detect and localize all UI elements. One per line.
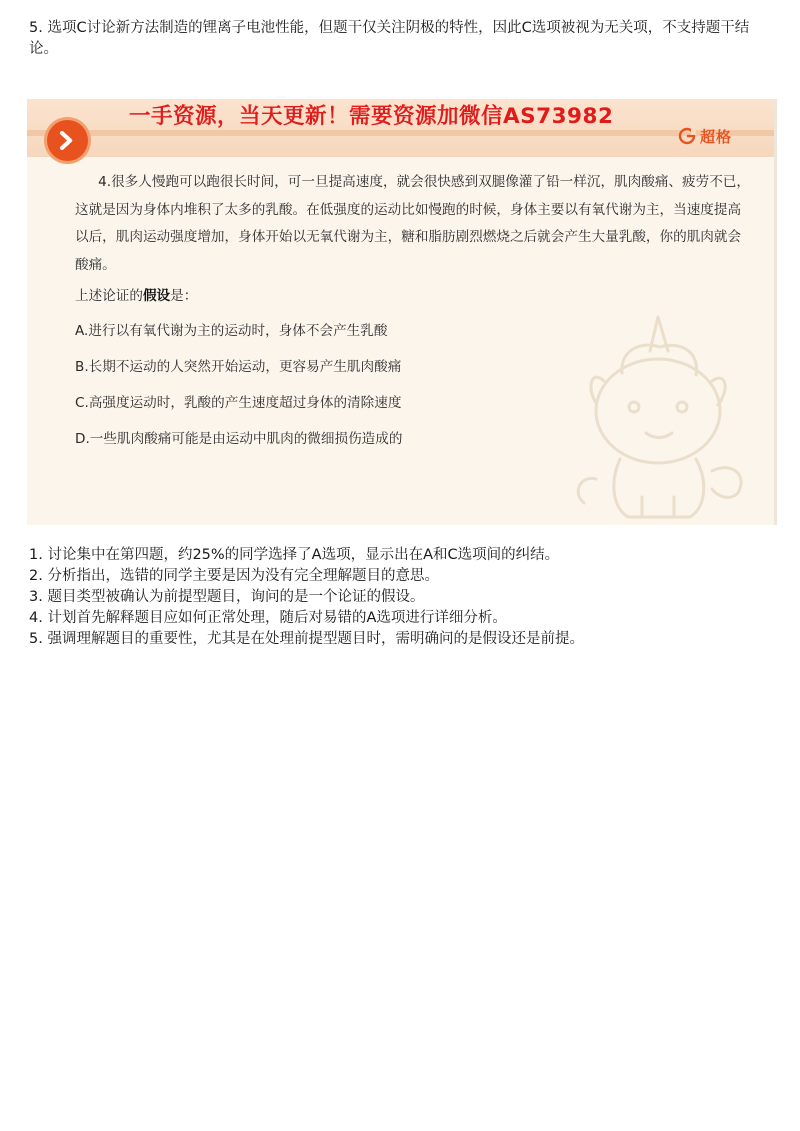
list-item: 5. 强调理解题目的重要性，尤其是在处理前提型题目时，需明确问的是假设还是前提。 (29, 631, 584, 647)
chevron-right-icon (47, 120, 88, 161)
list-item: 2. 分析指出，选错的同学主要是因为没有完全理解题目的意思。 (29, 568, 439, 584)
prompt-suffix: 是： (170, 288, 198, 304)
question-stem: 4.很多人慢跑可以跑很长时间，可一旦提高速度，就会很快感到双腿像灌了铅一样沉，肌肉酸痛、疲劳不已，这就是因为身体内堆积了太多的乳酸。在低强度的运动比如慢跑的时候，身体主要以有氧代谢为主，当速度提高以后，肌肉运动强度增加，身体开始以无氧代谢为主，糖和脂肪剧烈燃烧之后就会产生大量乳酸，你的肌肉就会酸痛。 (75, 174, 750, 273)
question-prompt (75, 286, 197, 306)
option-c: C.高强度运动时，乳酸的产生速度超过身体的清除速度 (75, 395, 402, 411)
prompt-keyword: 假设 (142, 288, 171, 304)
brand-g-icon (678, 127, 696, 145)
brand-name: 超格 (699, 127, 732, 146)
option-d: D.一些肌肉酸痛可能是由运动中肌肉的微细损伤造成的 (75, 431, 403, 447)
findings-list (29, 545, 771, 650)
slide-banner (27, 99, 774, 157)
list-item: 3. 题目类型被确认为前提型题目，询问的是一个论证的假设。 (29, 589, 425, 605)
prompt-text: 上述论证的 (75, 288, 143, 304)
option-a: A.进行以有氧代谢为主的运动时，身体不会产生乳酸 (75, 323, 388, 339)
option-b: B.长期不运动的人突然开始运动，更容易产生肌肉酸痛 (75, 359, 402, 375)
brand-logo (678, 124, 732, 148)
list-item: 4. 计划首先解释题目应如何正常处理，随后对易错的A选项进行详细分析。 (29, 610, 507, 626)
banner-title: 一手资源，当天更新！需要资源加微信AS73982 (129, 104, 614, 129)
question-slide-image (27, 99, 777, 525)
intro-paragraph: 5. 选项C讨论新方法制造的锂离子电池性能，但题干仅关注阴极的特性，因此C选项被视为无关项，不支持题干结论。 (29, 20, 750, 57)
list-item: 1. 讨论集中在第四题，约25%的同学选择了A选项，显示出在A和C选项间的纠结。 (29, 547, 560, 563)
unicorn-mascot-illustration (562, 311, 752, 521)
